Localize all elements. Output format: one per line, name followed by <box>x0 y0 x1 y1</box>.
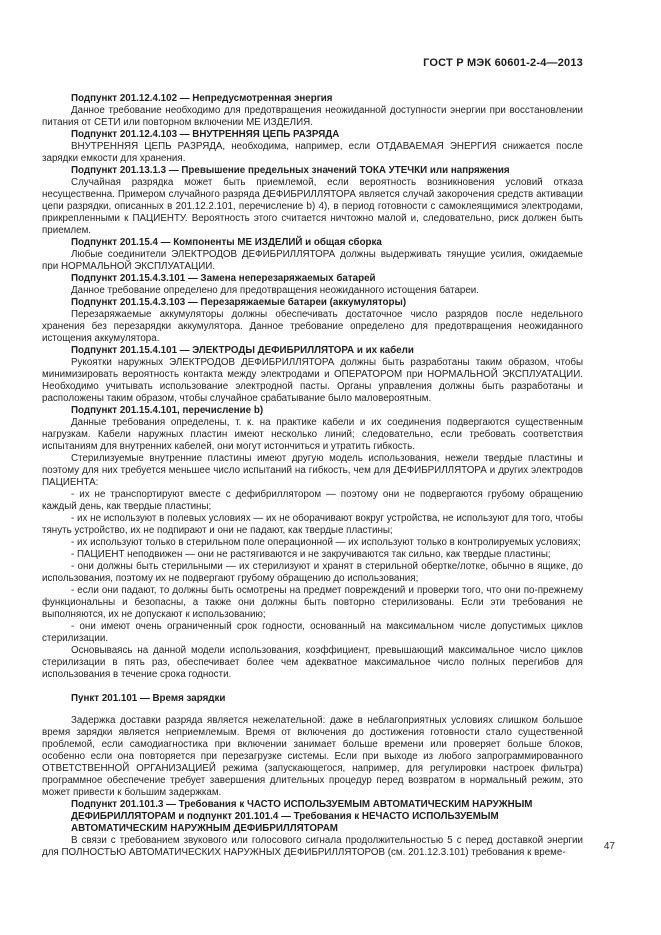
section-heading: Подпункт 201.15.4.101, перечисление b) <box>71 405 264 416</box>
section-heading: Подпункт 201.13.1.3 — Превышение предельных значений ТОКА УТЕЧКИ или напряжения <box>71 165 510 176</box>
paragraph: Данное требование необходимо для предотвращения неожиданной доступности энергии при восстановлении питания от СЕТИ или повторном включении МЕ ИЗДЕЛИЯ. <box>42 105 583 128</box>
paragraph: Данное требование определено для предотвращения неожиданного истощения батареи. <box>71 285 479 296</box>
paragraph: Перезаряжаемые аккумуляторы должны обеспечивать достаточное число разрядов после недельного хранения без перезарядки аккумулятора. Данное требование определено для предотвращения неожиданного истощения аккумулятора. <box>42 309 583 344</box>
paragraph: В связи с требованием звукового или голосового сигнала продолжительностью 5 с перед доставкой энергии для ПОЛНОСТЬЮ АВТОМАТИЧЕСКИХ НАРУЖНЫХ ДЕФИБРИЛЛЯТОРОВ (см. 201.12.3.101) требования к време- <box>42 835 583 858</box>
list-item: - если они падают, то должны быть осмотрены на предмет повреждений и проверки того, что они по-прежнему функциональны и безопасны, а также они должны быть повторно стерилизованы. Если эти требования не выполняются, их не допускают к использованию; <box>42 585 583 620</box>
section-heading: Подпункт 201.15.4.3.103 — Перезаряжаемые батареи (аккумуляторы) <box>71 297 407 308</box>
section-heading: Подпункт 201.12.4.103 — ВНУТРЕННЯЯ ЦЕПЬ РАЗРЯДА <box>71 129 340 140</box>
section-heading: Подпункт 201.15.4.101 — ЭЛЕКТРОДЫ ДЕФИБРИЛЛЯТОРА и их кабели <box>71 345 414 356</box>
section-heading: Пункт 201.101 — Время зарядки <box>71 693 226 704</box>
paragraph: ВНУТРЕННЯЯ ЦЕПЬ РАЗРЯДА, необходима, например, если ОТДАВАЕМАЯ ЭНЕРГИЯ снижается после зарядки емкости для хранения. <box>42 141 583 164</box>
paragraph: Любые соединители ЭЛЕКТРОДОВ ДЕФИБРИЛЛЯТОРА должны выдерживать тянущие усилия, ожидаемые при НОРМАЛЬНОЙ ЭКСПЛУАТАЦИИ. <box>42 249 583 272</box>
paragraph: Задержка доставки разряда является нежелательной: даже в неблагоприятных условиях слишком большое время зарядки является неприемлемым. Время от включения до достижения готовности стало существенной проблемой, если самодиагностика при включении занимает больше времени или проверяет больше блоков, особенно если она повторяется при перезагрузке системы. Если при выходе из любого запрограммированного ОТВЕТСТВЕННОЙ ОРГАНИЗАЦИЕЙ режима (запускающегося, например, для регулировки настроек фильтра) программное обеспечение требует завершения длительных процедур перед возвратом в нормальный режим, это может привести к большим задержкам. <box>42 715 583 798</box>
section-heading: Подпункт 201.15.4.3.101 — Замена неперезаряжаемых батарей <box>71 273 376 284</box>
paragraph: Рукоятки наружных ЭЛЕКТРОДОВ ДЕФИБРИЛЛЯТОРА должны быть разработаны таким образом, чтобы минимизировать вероятность контакта между электродами и ОПЕРАТОРОМ при НОРМАЛЬНОЙ ЭКСПЛУАТАЦИИ. Необходимо учитывать использование электродной пасты. Органы управления должны быть разработаны и расположены таким образом, чтобы случайное срабатывание было маловероятным. <box>42 357 583 404</box>
section-heading: Подпункт 201.101.3 — Требования к ЧАСТО ИСПОЛЬЗУЕМЫМ АВТОМАТИЧЕСКИМ НАРУЖНЫМ ДЕФИБРИЛЛЯТОРАМ и подпункт 201.101.4 — Требования к НЕЧАСТО ИСПОЛЬЗУЕМЫМ АВТОМАТИЧЕСКИМ НАРУЖНЫМ ДЕФИБРИЛЛЯТОРАМ <box>71 799 533 834</box>
list-item: - они имеют очень ограниченный срок годности, основанный на максимальном числе допустимых циклов стерилизации. <box>42 621 583 644</box>
page-number: 47 <box>603 841 615 852</box>
paragraph: Основываясь на данной модели использования, коэффициент, превышающий максимальное число циклов стерилизации в пять раз, обеспечивает более чем адекватное максимальное число полных перегибов для использования в течение срока годности. <box>42 645 583 680</box>
list-item: - их не транспортируют вместе с дефибриллятором — поэтому они не подвергаются грубому обращению каждый день, как твердые пластины; <box>42 489 583 512</box>
list-item: - их используют только в стерильном поле операционной — их используют только в контролируемых условиях; <box>71 537 581 548</box>
paragraph: Стерилизуемые внутренние пластины имеют другую модель использования, нежели твердые пластины и поэтому для них требуется меньшее число испытаний на гибкость, чем для ДЕФИБРИЛЛЯТОРА и других электродов ПАЦИЕНТА: <box>42 453 583 488</box>
list-item: - они должны быть стерильными — их стерилизуют и хранят в стерильной обертке/лотке, обычно в ящике, до использования, поэтому их не подвергают грубому обращению до использования; <box>42 561 583 584</box>
list-item: - ПАЦИЕНТ неподвижен — они не растягиваются и не закручиваются так сильно, как твердые пластины; <box>71 549 551 560</box>
document-header-standard-number: ГОСТ Р МЭК 60601-2-4—2013 <box>423 57 583 69</box>
list-item: - их не используют в полевых условиях — их не оборачивают вокруг устройства, не используют для того, чтобы тянуть устройство, их не подпирают и они не падают, как твердые пластины; <box>42 513 583 536</box>
paragraph: Данные требования определены, т. к. на практике кабели и их соединения подвергаются существенным нагрузкам. Кабели наружных пластин имеют несколько линий; следовательно, если требовать соответствия испытаниям для внутренних кабелей, они могут истончиться и утратить гибкость. <box>42 417 583 452</box>
paragraph: Случайная разрядка может быть приемлемой, если вероятность возникновения условий отказа несущественна. Примером случайного разряда ДЕФИБРИЛЛЯТОРА является случай закорочения средств активации цепи разрядки, описанных в 201.12.2.101, перечисление b) 4), в период готовности с самоклеящимися электродами, прикрепленными к ПАЦИЕНТУ. Вероятность этого считается ничтожно малой и, следовательно, риск должен быть приемлем. <box>42 177 583 236</box>
document-body <box>42 93 583 859</box>
section-heading: Подпункт 201.12.4.102 — Непредусмотренная энергия <box>71 93 333 104</box>
section-heading: Подпункт 201.15.4 — Компоненты МЕ ИЗДЕЛИЙ и общая сборка <box>71 237 382 248</box>
